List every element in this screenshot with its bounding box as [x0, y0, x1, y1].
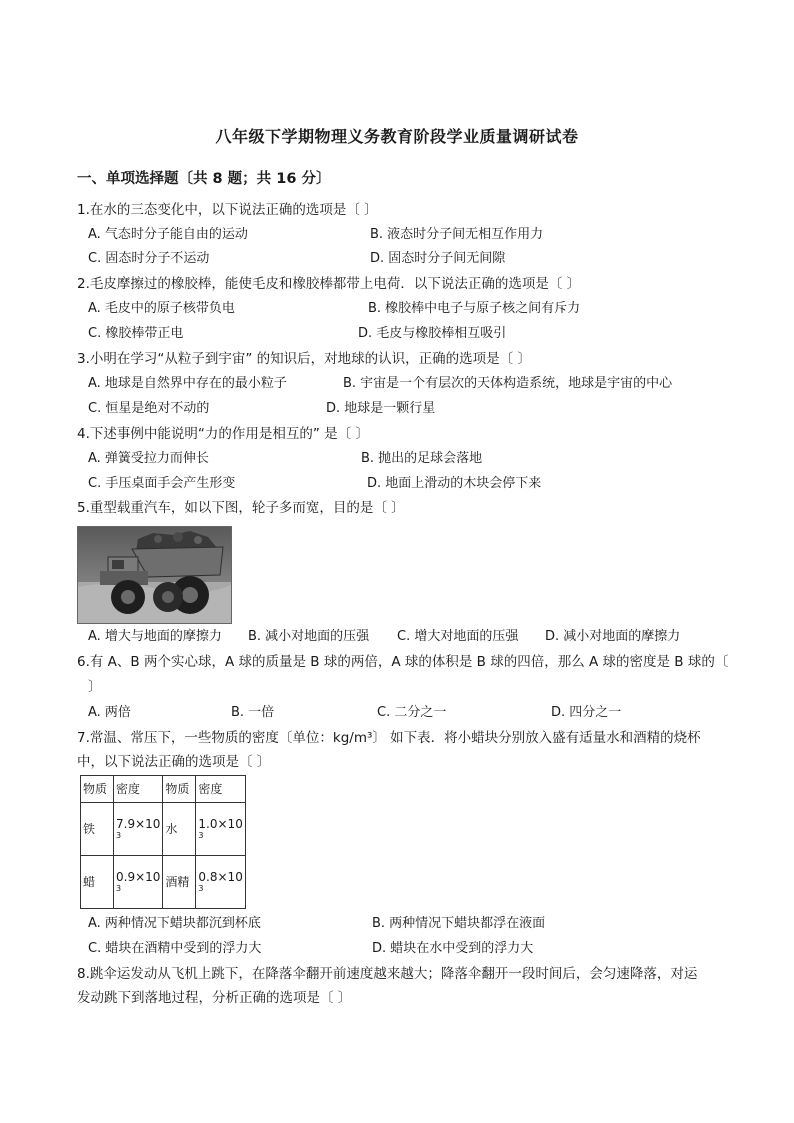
question-7-stem-cont: 中，以下说法正确的选项是〔 〕 — [77, 754, 271, 770]
q1-option-c[interactable]: C. 固态时分子不运动 — [88, 251, 210, 266]
q2-option-c[interactable]: C. 橡胶棒带正电 — [88, 326, 184, 341]
density-exponent: 3 — [116, 831, 122, 840]
table-cell-substance: 铁 — [81, 803, 114, 856]
question-5-stem: 5.重型载重汽车，如以下图，轮子多而宽，目的是〔 〕 — [77, 500, 405, 516]
q7-option-c[interactable]: C. 蜡块在酒精中受到的浮力大 — [88, 941, 262, 956]
question-2-stem: 2.毛皮摩擦过的橡胶棒，能使毛皮和橡胶棒都带上电荷．以下说法正确的选项是〔 〕 — [77, 276, 581, 292]
table-cell-density — [196, 803, 245, 856]
question-8-stem: 8.跳伞运发动从飞机上跳下，在降落伞翻开前速度越来越大；降落伞翻开一段时间后，会匀速降落，对运 — [77, 966, 698, 982]
table-header-row — [81, 776, 246, 803]
q2-option-b[interactable]: B. 橡胶棒中电子与原子核之间有斥力 — [368, 301, 581, 316]
q1-option-d[interactable]: D. 固态时分子间无间隙 — [370, 251, 506, 266]
q3-option-a[interactable]: A. 地球是自然界中存在的最小粒子 — [88, 376, 287, 391]
question-3-stem: 3.小明在学习“从粒子到宇宙” 的知识后，对地球的认识，正确的选项是〔 〕 — [77, 351, 531, 367]
density-exponent: 3 — [198, 831, 204, 840]
q6-option-c[interactable]: C. 二分之一 — [377, 705, 447, 720]
density-value: 7.9×10 — [116, 817, 161, 831]
q5-option-d[interactable]: D. 减小对地面的摩擦力 — [545, 629, 681, 644]
question-6-stem: 6.有 A、B 两个实心球，A 球的质量是 B 球的两倍，A 球的体积是 B 球的四倍，那么 A 球的密度是 B 球的〔 — [77, 654, 729, 670]
q4-option-d[interactable]: D. 地面上滑动的木块会停下来 — [367, 476, 542, 491]
exam-title: 八年级下学期物理义务教育阶段学业质量调研试卷 — [215, 127, 579, 146]
table-header-cell: 物质 — [81, 776, 114, 803]
table-row — [81, 803, 246, 856]
q5-option-a[interactable]: A. 增大与地面的摩擦力 — [88, 629, 222, 644]
q5-option-b[interactable]: B. 减小对地面的压强 — [248, 629, 370, 644]
q7-option-a[interactable]: A. 两种情况下蜡块都沉到杯底 — [88, 916, 261, 931]
q3-option-c[interactable]: C. 恒星是绝对不动的 — [88, 401, 210, 416]
table-row — [81, 856, 246, 909]
q6-option-a[interactable]: A. 两倍 — [88, 705, 131, 720]
table-cell-substance: 蜡 — [81, 856, 114, 909]
section-heading: 一、单项选择题〔共 8 题；共 16 分〕 — [77, 171, 331, 187]
table-header-cell: 物质 — [163, 776, 196, 803]
q5-option-c[interactable]: C. 增大对地面的压强 — [397, 629, 519, 644]
q4-option-b[interactable]: B. 抛出的足球会落地 — [361, 451, 483, 466]
q6-option-b[interactable]: B. 一倍 — [231, 705, 275, 720]
q3-option-d[interactable]: D. 地球是一颗行星 — [326, 401, 436, 416]
question-4-stem: 4.下述事例中能说明“力的作用是相互的” 是〔 〕 — [77, 426, 369, 442]
table-cell-density — [114, 803, 163, 856]
question-7-stem: 7.常温、常压下，一些物质的密度〔单位：kg/m³〕 如下表．将小蜡块分别放入盛有适量水和酒精的烧杯 — [77, 730, 701, 746]
q6-option-d[interactable]: D. 四分之一 — [551, 705, 622, 720]
question-8-stem-cont: 发动跳下到落地过程，分析正确的选项是〔 〕 — [77, 990, 352, 1006]
density-exponent: 3 — [198, 884, 204, 893]
q7-option-b[interactable]: B. 两种情况下蜡块都浮在液面 — [372, 916, 546, 931]
density-value: 0.9×10 — [116, 870, 161, 884]
q4-option-c[interactable]: C. 手压桌面手会产生形变 — [88, 476, 236, 491]
q2-option-a[interactable]: A. 毛皮中的原子核带负电 — [88, 301, 235, 316]
table-cell-substance: 酒精 — [163, 856, 196, 909]
density-value: 1.0×10 — [198, 817, 243, 831]
q1-option-a[interactable]: A. 气态时分子能自由的运动 — [88, 227, 248, 242]
q7-option-d[interactable]: D. 蜡块在水中受到的浮力大 — [372, 941, 534, 956]
table-cell-density — [196, 856, 245, 909]
q3-option-b[interactable]: B. 宇宙是一个有层次的天体构造系统，地球是宇宙的中心 — [343, 376, 673, 391]
table-header-cell: 密度 — [196, 776, 245, 803]
table-cell-density — [114, 856, 163, 909]
table-cell-substance: 水 — [163, 803, 196, 856]
table-header-cell: 密度 — [114, 776, 163, 803]
density-value: 0.8×10 — [198, 870, 243, 884]
dump-truck-photo — [77, 526, 232, 624]
density-table — [80, 775, 246, 909]
q2-option-d[interactable]: D. 毛皮与橡胶棒相互吸引 — [358, 326, 507, 341]
q4-option-a[interactable]: A. 弹簧受拉力而伸长 — [88, 451, 209, 466]
density-exponent: 3 — [116, 884, 122, 893]
q1-option-b[interactable]: B. 液态时分子间无相互作用力 — [370, 227, 544, 242]
question-6-stem-cont: 〕 — [88, 679, 102, 695]
question-1-stem: 1.在水的三态变化中，以下说法正确的选项是〔 〕 — [77, 202, 378, 218]
